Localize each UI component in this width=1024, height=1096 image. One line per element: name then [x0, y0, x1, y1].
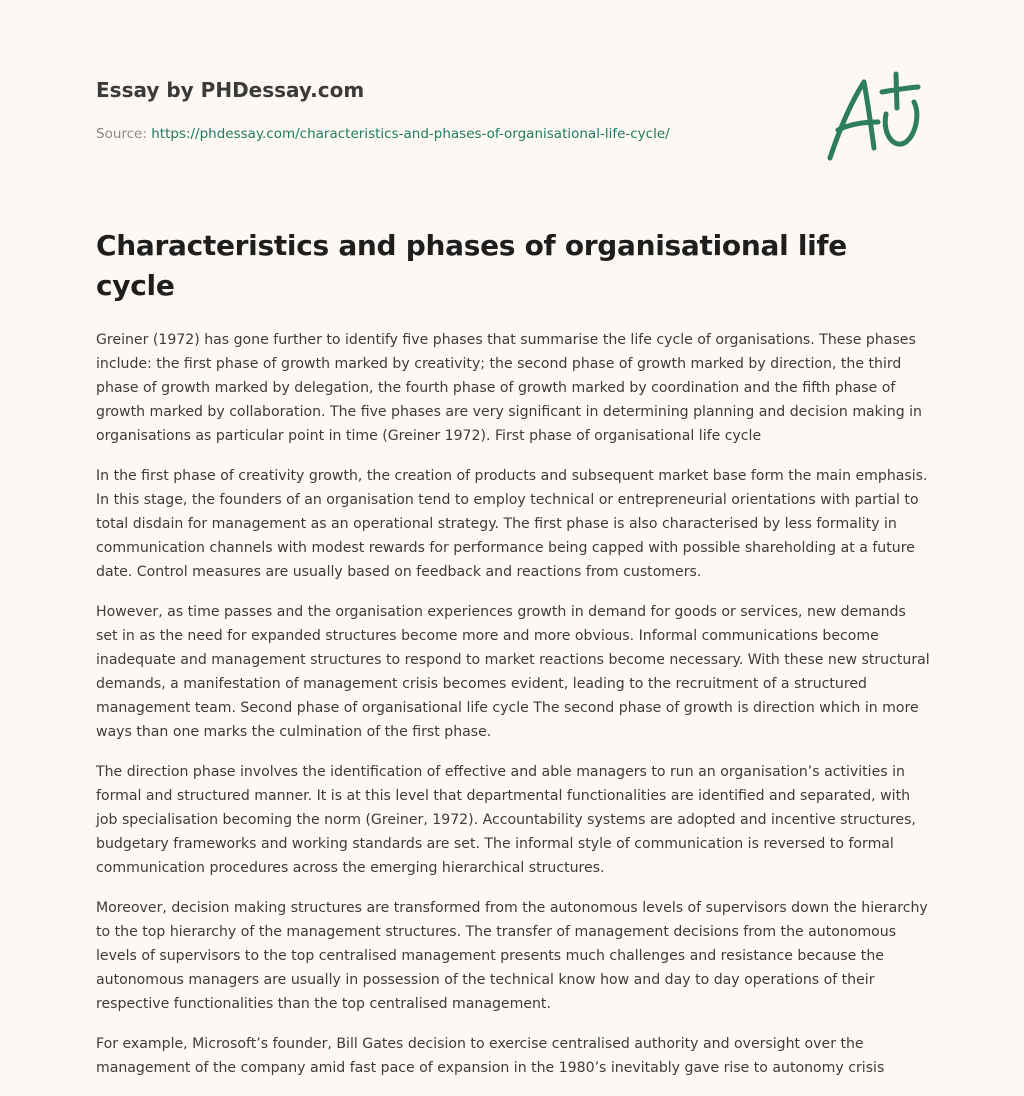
article-paragraph: For example, Microsoft’s founder, Bill Gates decision to exercise centralised authority and oversight over the management of the company amid fast pace of expansion in the 1980’s inevitably gave rise to autonomy crisis	[96, 1036, 885, 1076]
page-header	[96, 76, 796, 144]
article-paragraph: In the first phase of creativity growth, the creation of products and subsequent market base form the main emphasis. In this stage, the founders of an organisation tend to employ technical or entrepreneurial orientations with partial to total disdain for management as an operational strategy. The first phase is also characterised by less formality in communication channels with modest rewards for performance being capped with possible shareholding at a future date. Control measures are usually based on feedback and reactions from customers.	[96, 468, 928, 580]
article-paragraph: The direction phase involves the identification of effective and able managers to run an organisation’s activities in formal and structured manner. It is at this level that departmental functionalities are identified and separated, with job specialisation becoming the norm (Greiner, 1972). Accountability systems are adopted and incentive structures, budgetary frameworks and working standards are set. The informal style of communication is reversed to formal communication procedures across the emerging hierarchical structures.	[96, 764, 916, 876]
a-plus-logo-icon	[824, 68, 928, 164]
source-line	[96, 124, 796, 144]
article-paragraph: Greiner (1972) has gone further to identify five phases that summarise the life cycle of organisations. These phases include: the first phase of growth marked by creativity; the second phase of growth marked by direction, the third phase of growth marked by delegation, the fourth phase of growth marked by coordination and the fifth phase of growth marked by collaboration. The five phases are very significant in determining planning and decision making in organisations as particular point in time (Greiner 1972). First phase of organisational life cycle	[96, 332, 922, 444]
article	[96, 226, 930, 1096]
source-link[interactable]: https://phdessay.com/characteristics-and-phases-of-organisational-life-cycle/	[151, 126, 670, 142]
a-plus-logo	[824, 68, 928, 164]
article-paragraph: However, as time passes and the organisation experiences growth in demand for goods or services, new demands set in as the need for expanded structures become more and more obvious. Informal communications become inadequate and management structures to respond to market reactions become necessary. With these new structural demands, a manifestation of management crisis becomes evident, leading to the recruitment of a structured management team. Second phase of organisational life cycle The second phase of growth is direction which in more ways than one marks the culmination of the first phase.	[96, 604, 930, 740]
article-title: Characteristics and phases of organisational life cycle	[96, 229, 847, 302]
article-paragraph: Moreover, decision making structures are transformed from the autonomous levels of supervisors down the hierarchy to the top hierarchy of the management structures. The transfer of management decisions from the autonomous levels of supervisors to the top centralised management presents much challenges and resistance because the autonomous managers are usually in possession of the technical know how and day to day operations of their respective functionalities than the top centralised management.	[96, 900, 928, 1012]
site-title: Essay by PHDessay.com	[96, 78, 365, 102]
source-label: Source:	[96, 126, 147, 142]
